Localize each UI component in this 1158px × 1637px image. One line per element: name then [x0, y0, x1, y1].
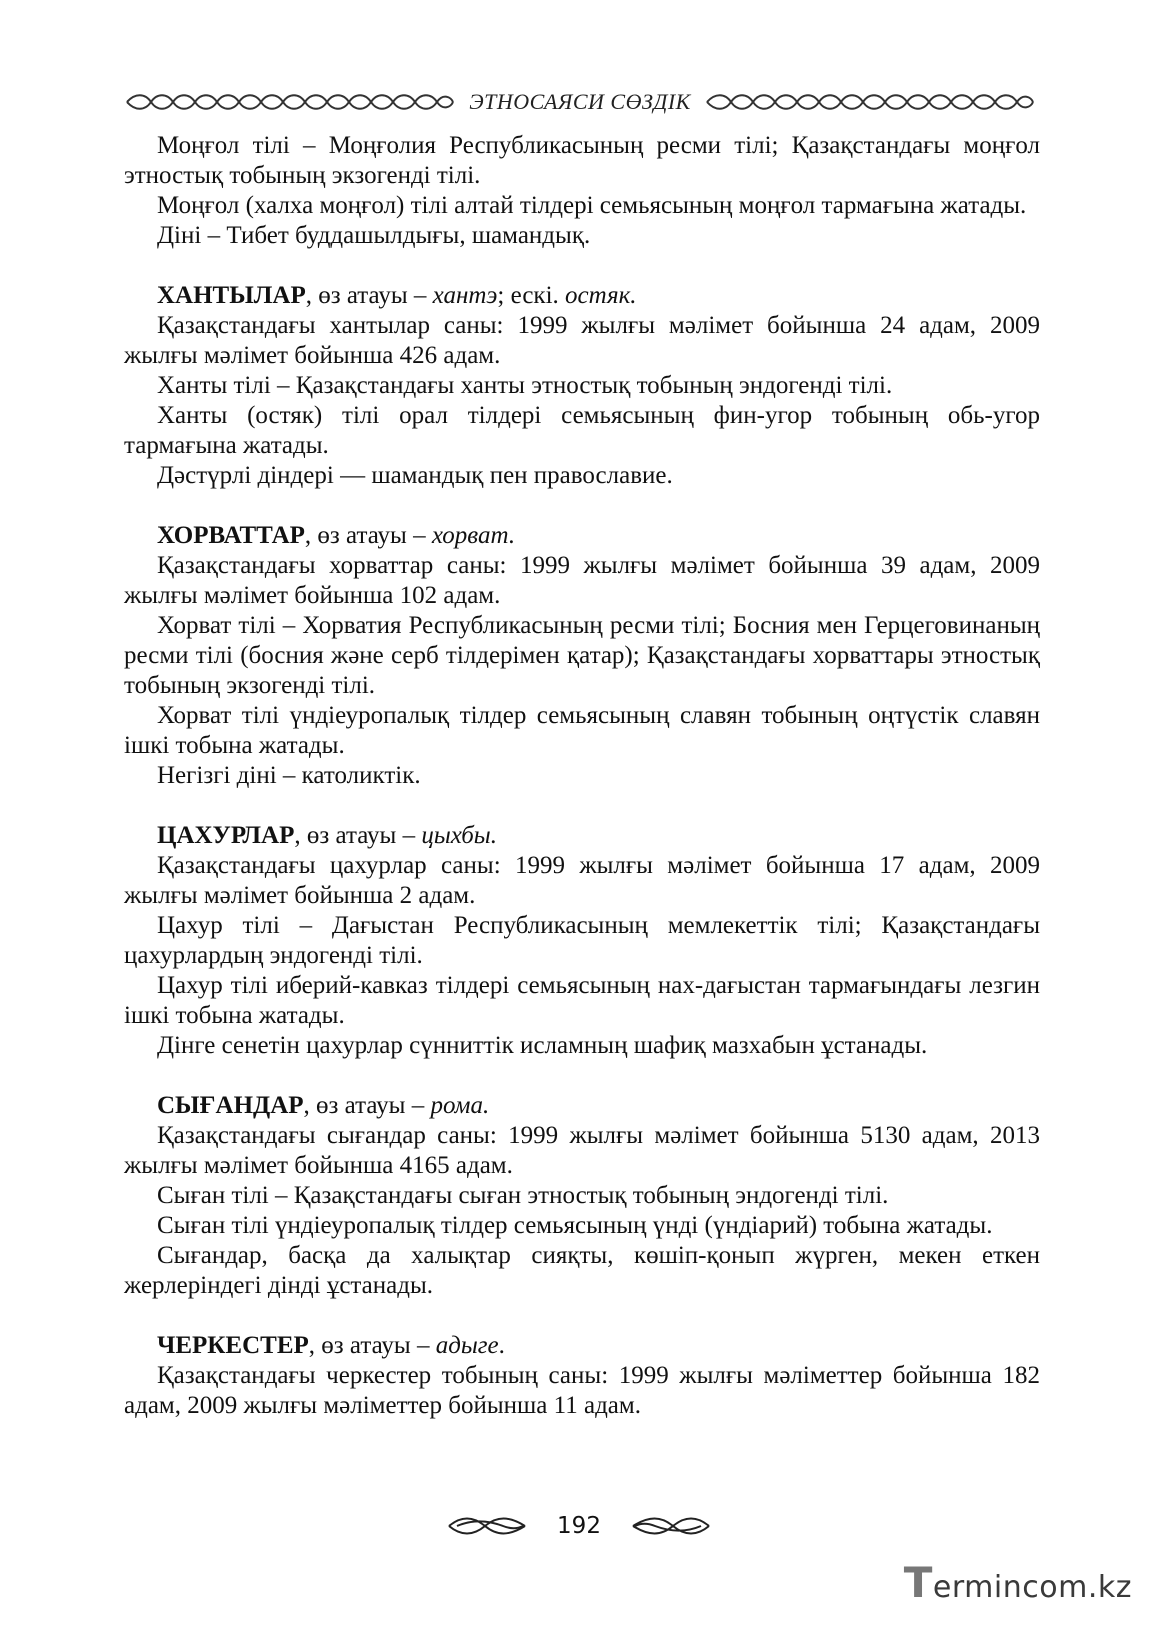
paragraph: Дінге сенетін цахурлар сүнниттік исламның шафиқ мазхабын ұстанады. — [157, 1032, 928, 1059]
paragraph: Дәстүрлі діндері — шамандық пен православие. — [157, 462, 673, 489]
headword: СЫҒАНДАР — [157, 1092, 304, 1119]
headword: ХОРВАТТАР — [157, 522, 305, 549]
paragraph: Хорват тілі үндіеуропалық тілдер семьясының славян тобының оңтүстік славян ішкі тобына жатады. — [124, 702, 1040, 759]
entry-heading — [124, 821, 1040, 851]
self-name: адыге — [435, 1332, 499, 1359]
heading-text: , өз атауы – — [304, 522, 432, 549]
watermark-text: m.kz — [1058, 1570, 1132, 1605]
paragraph: Қазақстандағы хантылар саны: 1999 жылғы мәлімет бойынша 24 адам, 2009 жылғы мәлімет бойынша 426 адам. — [124, 312, 1040, 369]
entry-croats — [124, 521, 1040, 791]
heading-text: , өз атауы – — [308, 1332, 436, 1359]
entry-heading — [124, 1331, 1040, 1361]
paragraph: Цахур тілі – Дағыстан Республикасының мемлекеттік тілі; Қазақстандағы цахурлардың эндогенді тілі. — [124, 912, 1040, 969]
entry-tsakhurs — [124, 821, 1040, 1061]
paragraph: Қазақстандағы цахурлар саны: 1999 жылғы мәлімет бойынша 17 адам, 2009 жылғы мәлімет бойынша 2 адам. — [124, 852, 1040, 909]
heading-text: ; ескі. — [497, 282, 566, 309]
paragraph: Цахур тілі иберий-кавказ тілдері семьясының нах-дағыстан тармағындағы лезгин ішкі тобына жатады. — [124, 972, 1040, 1029]
paragraph: Діні – Тибет буддашылдығы, шамандық. — [157, 222, 591, 249]
self-name: хорват. — [431, 522, 516, 549]
paragraph: Қазақстандағы черкестер тобының саны: 1999 жылғы мәліметтер бойынша 182 адам, 2009 жылғы мәліметтер бойынша 11 адам. — [124, 1362, 1040, 1419]
entry-circassians — [124, 1331, 1040, 1421]
header-title: ЭТНОСАЯСИ СӨЗДІК — [469, 89, 691, 114]
page-body — [124, 131, 1040, 1421]
paragraph: Ханты (остяк) тілі орал тілдері семьясының фин-угор тобының обь-угор тармағына жатады. — [124, 402, 1040, 459]
paragraph: Қазақстандағы хорваттар саны: 1999 жылғы мәлімет бойынша 39 адам, 2009 жылғы мәлімет бойынша 102 адам. — [124, 552, 1040, 609]
watermark-text: erminc — [932, 1570, 1040, 1605]
old-name: остяк. — [565, 282, 637, 309]
watermark-initial: T — [903, 1558, 933, 1607]
paragraph: Сығандар, басқа да халықтар сияқты, көшіп-қонып жүрген, мекен еткен жерлеріндегі дінді ұстанады. — [124, 1242, 1040, 1299]
headword: ЦАХУРЛАР — [157, 822, 295, 849]
entry-khanty — [124, 281, 1040, 491]
page-footer — [0, 1508, 1158, 1544]
headword: ХАНТЫЛАР — [157, 282, 306, 309]
ornament-left-icon — [125, 91, 455, 113]
heading-text: . — [498, 1332, 505, 1359]
paragraph: Сыған тілі – Қазақстандағы сыған этностық тобының эндогенді тілі. — [157, 1182, 889, 1209]
paragraph: Моңғол (халха моңғол) тілі алтай тілдері семьясының моңғол тармағына жатады. — [157, 192, 1027, 219]
headword: ЧЕРКЕСТЕР — [157, 1332, 309, 1359]
intro-block — [124, 131, 1040, 251]
heading-text: , өз атауы – — [305, 282, 433, 309]
watermark-logo — [904, 1558, 1132, 1607]
paragraph: Хорват тілі – Хорватия Республикасының ресми тілі; Босния мен Герцеговинаның ресми тілі (босния және серб тілдерімен қатар); Қазақстандағы хорваттары этностық тобының экзогенді тілі. — [124, 612, 1040, 699]
paragraph: Ханты тілі – Қазақстандағы ханты этностық тобының эндогенді тілі. — [157, 372, 893, 399]
entry-roma — [124, 1091, 1040, 1301]
heading-text: , өз атауы – — [294, 822, 422, 849]
self-name: хантэ — [432, 282, 498, 309]
page-number: 192 — [557, 1513, 601, 1539]
ornament-right-icon — [705, 91, 1035, 113]
paragraph: Негізгі діні – католиктік. — [157, 762, 421, 789]
running-header — [120, 86, 1040, 118]
paragraph: Сыған тілі үндіеуропалық тілдер семьясының үнді (үндіарий) тобына жатады. — [157, 1212, 993, 1239]
self-name: рома. — [430, 1092, 490, 1119]
ornament-left-icon — [447, 1514, 527, 1538]
ornament-right-icon — [631, 1514, 711, 1538]
entry-heading — [124, 1091, 1040, 1121]
self-name: цыхбы. — [421, 822, 497, 849]
paragraph: Моңғол тілі – Моңғолия Республикасының ресми тілі; Қазақстандағы моңғол этностық тобының экзогенді тілі. — [124, 132, 1040, 189]
watermark-text: o — [1039, 1570, 1059, 1605]
heading-text: , өз атауы – — [303, 1092, 431, 1119]
entry-heading — [124, 281, 1040, 311]
paragraph: Қазақстандағы сығандар саны: 1999 жылғы мәлімет бойынша 5130 адам, 2013 жылғы мәлімет бойынша 4165 адам. — [124, 1122, 1040, 1179]
entry-heading — [124, 521, 1040, 551]
